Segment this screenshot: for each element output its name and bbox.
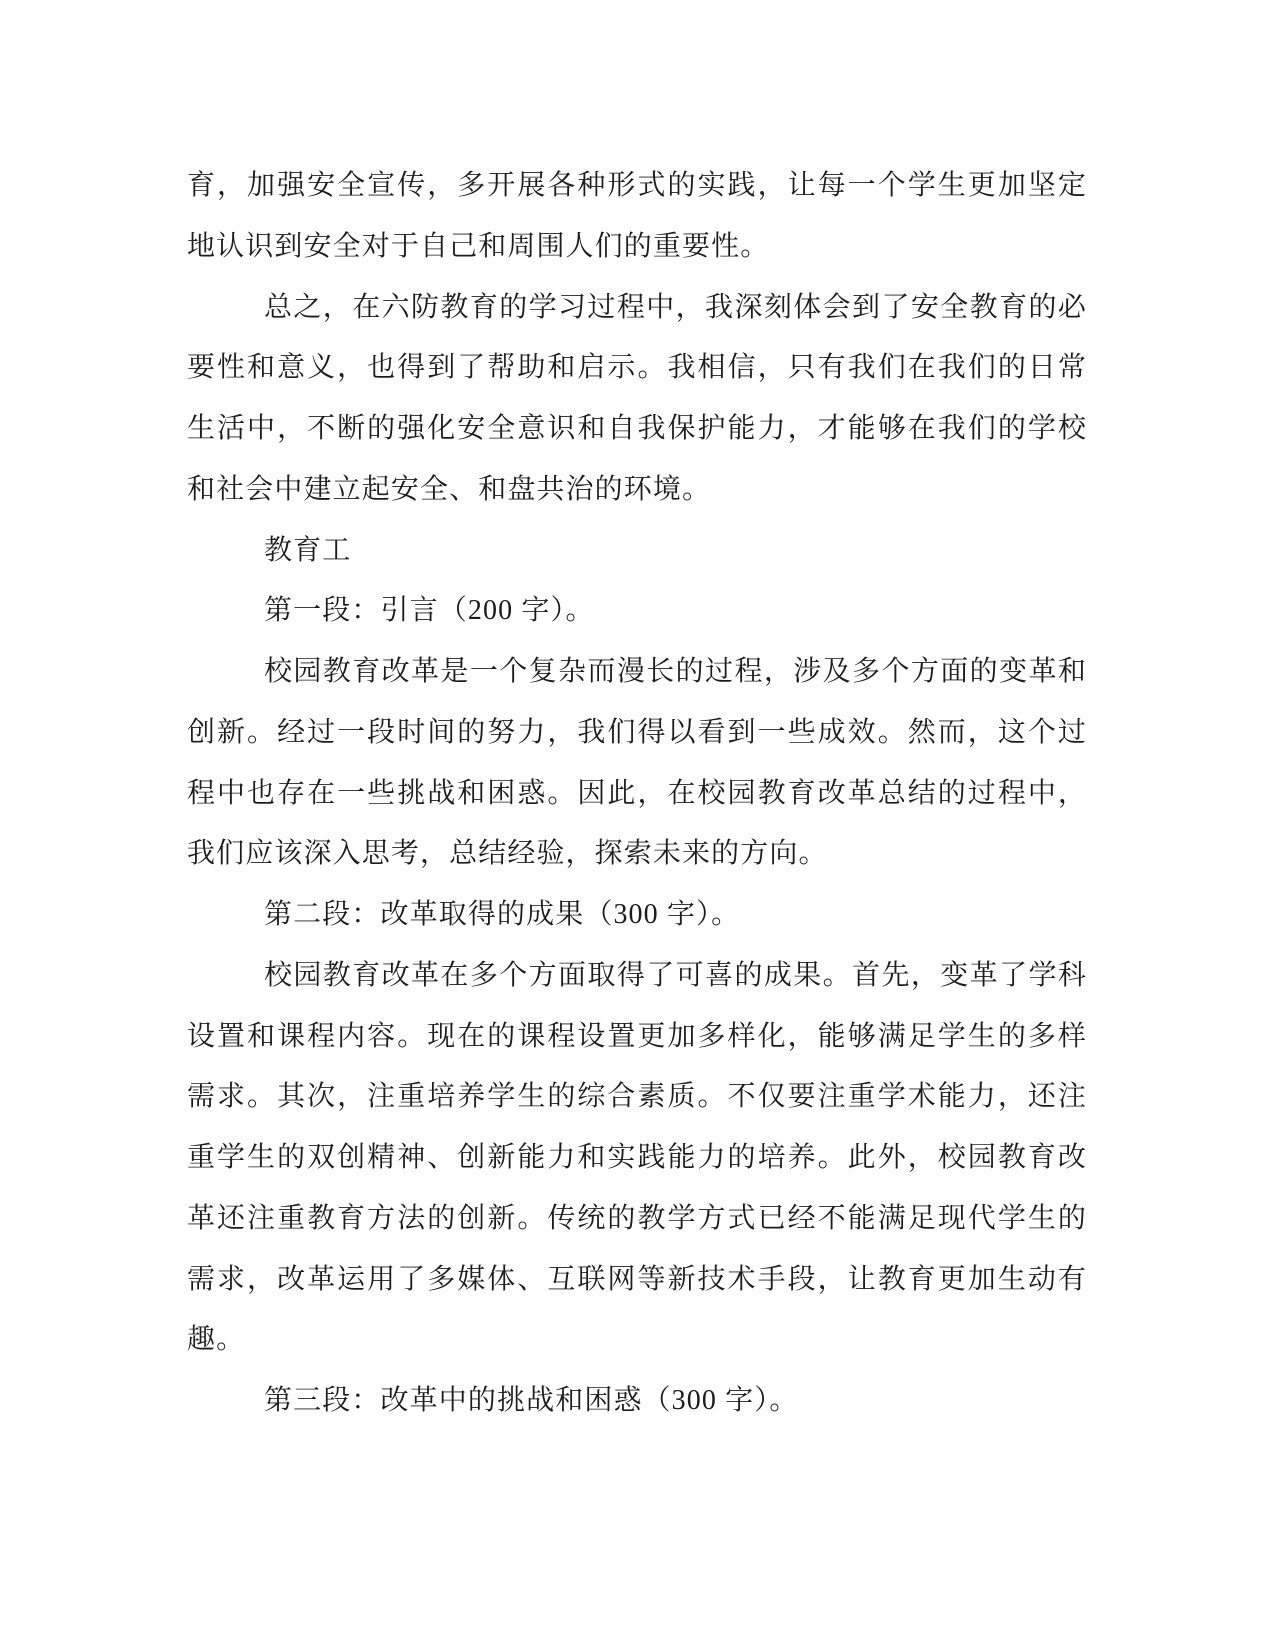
text-line: 育，加强安全宣传，多开展各种形式的实践，让每一个学生更加坚定 [187, 170, 1087, 201]
text-line: 程中也存在一些挑战和困惑。因此，在校园教育改革总结的过程中， [187, 777, 1087, 809]
paragraph [187, 521, 1087, 582]
paragraph [187, 946, 1087, 1371]
text-line: 第二段：改革取得的成果（300 字）。 [264, 899, 741, 930]
text-line: 重学生的双创精神、创新能力和实践能力的培养。此外，校园教育改 [187, 1142, 1087, 1173]
paragraph [187, 156, 1087, 278]
text-line: 校园教育改革是一个复杂而漫长的过程，涉及多个方面的变革和 [264, 656, 1087, 687]
text-line: 地认识到安全对于自己和周围人们的重要性。 [187, 230, 770, 262]
text-line: 生活中，不断的强化安全意识和自我保护能力，才能够在我们的学校 [187, 413, 1087, 444]
paragraph [187, 581, 1087, 642]
text-line: 要性和意义，也得到了帮助和启示。我相信，只有我们在我们的日常 [187, 352, 1087, 384]
text-block [187, 156, 1087, 1432]
paragraph [187, 885, 1087, 946]
text-line: 设置和课程内容。现在的课程设置更加多样化，能够满足学生的多样 [187, 1020, 1087, 1052]
paragraph [187, 278, 1087, 521]
paragraph [187, 642, 1087, 885]
text-line: 趣。 [187, 1324, 246, 1356]
text-line: 教育工 [264, 534, 352, 566]
text-line: 创新。经过一段时间的努力，我们得以看到一些成效。然而，这个过 [187, 716, 1087, 748]
text-line: 革还注重教育方法的创新。传统的教学方式已经不能满足现代学生的 [187, 1202, 1087, 1234]
text-line: 需求。其次，注重培养学生的综合素质。不仅要注重学术能力，还注 [187, 1081, 1087, 1113]
text-line: 和社会中建立起安全、和盘共治的环境。 [187, 473, 712, 505]
text-line: 我们应该深入思考，总结经验，探索未来的方向。 [187, 838, 828, 870]
text-line: 总之，在六防教育的学习过程中，我深刻体会到了安全教育的必 [264, 291, 1087, 323]
text-line: 校园教育改革在多个方面取得了可喜的成果。首先，变革了学科 [264, 959, 1087, 991]
text-line: 第三段：改革中的挑战和困惑（300 字）。 [264, 1385, 799, 1416]
text-line: 第一段：引言（200 字）。 [264, 595, 595, 627]
text-line: 需求，改革运用了多媒体、互联网等新技术手段，让教育更加生动有 [187, 1263, 1087, 1295]
paragraph [187, 1371, 1087, 1432]
